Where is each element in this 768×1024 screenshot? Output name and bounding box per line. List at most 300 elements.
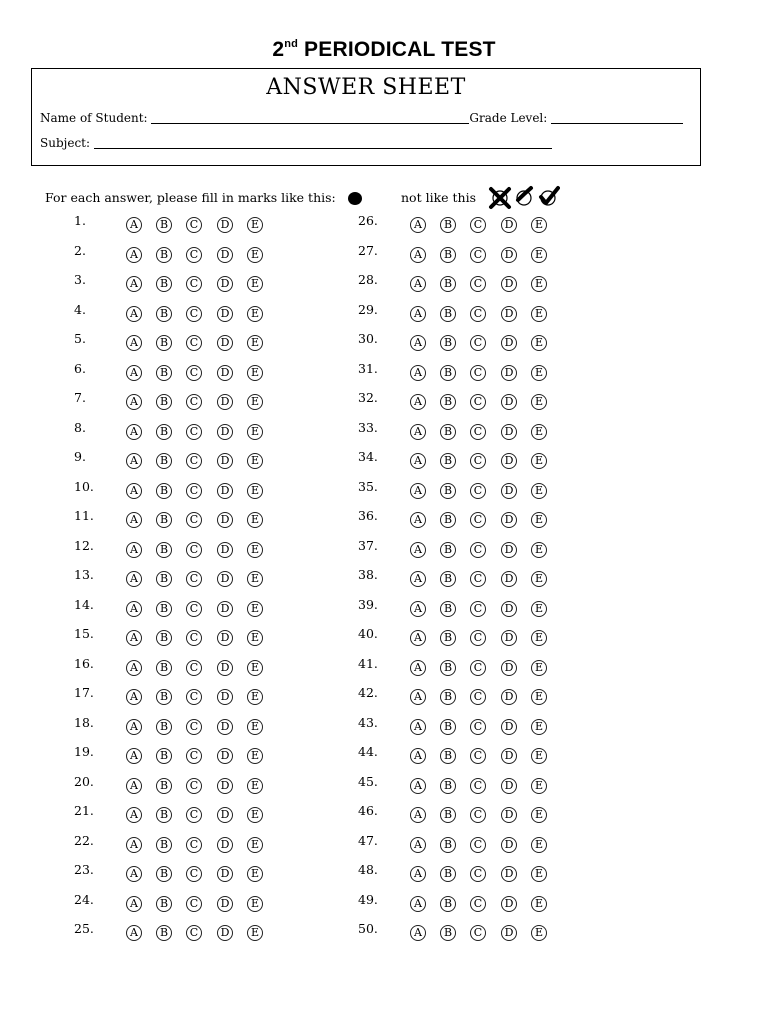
answer-bubble-e[interactable]: E (247, 247, 263, 263)
answer-bubble-d[interactable]: D (501, 601, 517, 617)
answer-bubble-b[interactable]: B (156, 660, 172, 676)
answer-bubble-d[interactable]: D (501, 394, 517, 410)
question-row (74, 213, 364, 235)
question-number: 23. (74, 862, 94, 877)
answer-bubble-e[interactable]: E (247, 807, 263, 823)
answer-bubble-e[interactable]: E (247, 365, 263, 381)
answer-bubble-e[interactable]: E (531, 335, 547, 351)
answer-bubble-e[interactable]: E (247, 660, 263, 676)
answer-bubble-c[interactable]: C (470, 660, 486, 676)
answer-bubble-d[interactable]: D (501, 778, 517, 794)
answer-bubble-e[interactable]: E (247, 601, 263, 617)
answer-bubble-c[interactable]: C (470, 689, 486, 705)
answer-bubble-e[interactable]: E (531, 394, 547, 410)
answer-bubble-c[interactable]: C (470, 394, 486, 410)
answer-bubble-b[interactable]: B (156, 306, 172, 322)
question-row (74, 656, 364, 678)
answer-bubble-a[interactable]: A (126, 748, 142, 764)
answer-bubble-a[interactable]: A (126, 630, 142, 646)
answer-bubble-a[interactable]: A (410, 453, 426, 469)
answer-bubble-a[interactable]: A (410, 217, 426, 233)
answer-bubble-b[interactable]: B (440, 689, 456, 705)
answer-bubble-c[interactable]: C (186, 542, 202, 558)
answer-bubble-d[interactable]: D (217, 925, 233, 941)
answer-bubble-d[interactable]: D (501, 365, 517, 381)
question-number: 38. (358, 567, 378, 582)
answer-bubble-c[interactable]: C (186, 512, 202, 528)
answer-bubble-c[interactable]: C (186, 866, 202, 882)
answer-bubble-a[interactable]: A (126, 365, 142, 381)
answer-bubble-c[interactable]: C (470, 306, 486, 322)
answer-bubble-a[interactable]: A (126, 217, 142, 233)
answer-bubble-a[interactable]: A (126, 306, 142, 322)
answer-bubble-c[interactable]: C (186, 925, 202, 941)
answer-bubble-e[interactable]: E (531, 866, 547, 882)
answer-bubble-e[interactable]: E (531, 778, 547, 794)
answer-bubble-d[interactable]: D (217, 778, 233, 794)
answer-bubble-e[interactable]: E (247, 483, 263, 499)
answer-bubble-e[interactable]: E (531, 542, 547, 558)
answer-bubble-d[interactable]: D (217, 896, 233, 912)
answer-bubble-c[interactable]: C (470, 276, 486, 292)
answer-bubble-c[interactable]: C (470, 424, 486, 440)
answer-bubble-c[interactable]: C (470, 866, 486, 882)
answer-bubble-e[interactable]: E (531, 453, 547, 469)
answer-bubble-a[interactable]: A (126, 247, 142, 263)
answer-bubble-b[interactable]: B (156, 247, 172, 263)
answer-bubble-a[interactable]: A (126, 719, 142, 735)
answer-bubble-c[interactable]: C (186, 306, 202, 322)
answer-bubble-b[interactable]: B (440, 276, 456, 292)
answer-bubble-e[interactable]: E (531, 247, 547, 263)
answer-bubble-c[interactable]: C (470, 571, 486, 587)
question-row (74, 626, 364, 648)
answer-bubble-e[interactable]: E (531, 276, 547, 292)
answer-bubble-b[interactable]: B (156, 424, 172, 440)
answer-bubble-c[interactable]: C (470, 542, 486, 558)
answer-bubble-d[interactable]: D (217, 335, 233, 351)
question-number: 13. (74, 567, 94, 582)
answer-bubble-a[interactable]: A (410, 778, 426, 794)
answer-bubble-d[interactable]: D (217, 247, 233, 263)
answer-bubble-d[interactable]: D (501, 276, 517, 292)
answer-bubble-c[interactable]: C (186, 217, 202, 233)
answer-bubble-d[interactable]: D (217, 748, 233, 764)
answer-bubble-c[interactable]: C (186, 483, 202, 499)
answer-bubble-e[interactable]: E (247, 306, 263, 322)
answer-bubble-b[interactable]: B (156, 689, 172, 705)
answer-bubble-b[interactable]: B (156, 601, 172, 617)
question-number: 11. (74, 508, 94, 523)
answer-bubble-e[interactable]: E (531, 601, 547, 617)
question-number: 47. (358, 832, 378, 848)
answer-bubble-c[interactable]: C (470, 365, 486, 381)
answer-bubble-b[interactable]: B (440, 542, 456, 558)
answer-bubble-b[interactable]: B (440, 306, 456, 322)
answer-bubble-b[interactable]: B (440, 630, 456, 646)
question-number: 9. (74, 449, 86, 464)
answer-bubble-b[interactable]: B (156, 630, 172, 646)
answer-bubble-a[interactable]: A (410, 365, 426, 381)
answer-bubble-d[interactable]: D (501, 896, 517, 912)
answer-bubble-e[interactable]: E (247, 394, 263, 410)
answer-bubble-e[interactable]: E (531, 571, 547, 587)
answer-bubble-e[interactable]: E (531, 306, 547, 322)
answer-bubble-c[interactable]: C (186, 837, 202, 853)
answer-bubble-d[interactable]: D (501, 424, 517, 440)
answer-bubble-b[interactable]: B (156, 571, 172, 587)
question-row (358, 361, 648, 383)
answer-bubble-e[interactable]: E (247, 512, 263, 528)
question-row (74, 921, 364, 943)
answer-bubble-c[interactable]: C (470, 719, 486, 735)
answer-bubble-a[interactable]: A (126, 335, 142, 351)
answer-bubble-c[interactable]: C (186, 394, 202, 410)
answer-bubble-a[interactable]: A (126, 925, 142, 941)
subject-input-line[interactable] (94, 136, 552, 149)
answer-bubble-d[interactable]: D (501, 807, 517, 823)
answer-bubble-a[interactable]: A (410, 512, 426, 528)
answer-bubble-d[interactable]: D (217, 424, 233, 440)
answer-bubble-a[interactable]: A (410, 837, 426, 853)
answer-bubble-b[interactable]: B (440, 896, 456, 912)
answer-bubble-b[interactable]: B (156, 925, 172, 941)
answer-bubble-d[interactable]: D (217, 866, 233, 882)
answer-bubble-b[interactable]: B (156, 217, 172, 233)
question-number: 26. (358, 213, 378, 228)
answer-bubble-b[interactable]: B (156, 748, 172, 764)
answer-bubble-e[interactable]: E (531, 896, 547, 912)
question-number: 44. (358, 744, 378, 759)
answer-bubble-a[interactable]: A (126, 660, 142, 676)
answer-bubble-b[interactable]: B (440, 748, 456, 764)
answer-bubble-c[interactable]: C (470, 453, 486, 469)
answer-bubble-a[interactable]: A (126, 601, 142, 617)
answer-bubble-b[interactable]: B (156, 807, 172, 823)
name-input-line[interactable] (151, 111, 469, 124)
answer-bubble-d[interactable]: D (217, 601, 233, 617)
question-number: 22. (74, 832, 94, 848)
answer-bubble-d[interactable]: D (217, 365, 233, 381)
answer-bubble-a[interactable]: A (410, 394, 426, 410)
answer-bubble-a[interactable]: A (410, 601, 426, 617)
answer-bubble-c[interactable]: C (470, 483, 486, 499)
answer-bubble-b[interactable]: B (440, 601, 456, 617)
answer-bubble-e[interactable]: E (531, 807, 547, 823)
answer-bubble-e[interactable]: E (247, 689, 263, 705)
answer-bubble-c[interactable]: C (186, 365, 202, 381)
answer-bubble-d[interactable]: D (501, 453, 517, 469)
answer-bubble-d[interactable]: D (501, 837, 517, 853)
answer-bubble-a[interactable]: A (410, 748, 426, 764)
question-number: 39. (358, 596, 378, 612)
question-row (74, 892, 364, 914)
answer-bubble-a[interactable]: A (410, 424, 426, 440)
answer-bubble-a[interactable]: A (410, 542, 426, 558)
answer-bubble-c[interactable]: C (186, 453, 202, 469)
answer-bubble-c[interactable]: C (186, 335, 202, 351)
answer-bubble-d[interactable]: D (217, 276, 233, 292)
fill-instruction: For each answer, please fill in marks like this: (45, 190, 336, 205)
answer-bubble-e[interactable]: E (531, 512, 547, 528)
answer-bubble-d[interactable]: D (217, 542, 233, 558)
question-number: 30. (358, 331, 378, 346)
answer-bubble-c[interactable]: C (186, 276, 202, 292)
answer-bubble-d[interactable]: D (501, 630, 517, 646)
answer-bubble-d[interactable]: D (501, 247, 517, 263)
answer-bubble-e[interactable]: E (247, 778, 263, 794)
answer-bubble-e[interactable]: E (531, 689, 547, 705)
question-row (74, 803, 364, 825)
answer-bubble-d[interactable]: D (217, 719, 233, 735)
answer-bubble-a[interactable]: A (126, 453, 142, 469)
answer-bubble-c[interactable]: C (186, 807, 202, 823)
answer-bubble-c[interactable]: C (186, 424, 202, 440)
answer-bubble-a[interactable]: A (410, 866, 426, 882)
answer-bubble-d[interactable]: D (501, 306, 517, 322)
question-number: 33. (358, 419, 378, 435)
answer-bubble-a[interactable]: A (126, 689, 142, 705)
answer-bubble-e[interactable]: E (247, 276, 263, 292)
answer-bubble-b[interactable]: B (156, 866, 172, 882)
answer-bubble-b[interactable]: B (440, 866, 456, 882)
answer-bubble-b[interactable]: B (156, 719, 172, 735)
answer-bubble-e[interactable]: E (531, 748, 547, 764)
answer-bubble-d[interactable]: D (501, 719, 517, 735)
answer-bubble-b[interactable]: B (156, 394, 172, 410)
answer-bubble-e[interactable]: E (531, 630, 547, 646)
answer-bubble-a[interactable]: A (410, 896, 426, 912)
answer-bubble-a[interactable]: A (410, 571, 426, 587)
answer-bubble-b[interactable]: B (440, 512, 456, 528)
answer-bubble-e[interactable]: E (247, 335, 263, 351)
question-number: 37. (358, 537, 378, 553)
question-row (358, 331, 648, 353)
answer-bubble-d[interactable]: D (501, 217, 517, 233)
grade-input-line[interactable] (551, 111, 683, 124)
question-row (358, 508, 648, 530)
answer-bubble-c[interactable]: C (470, 837, 486, 853)
answer-bubble-a[interactable]: A (126, 424, 142, 440)
answer-bubble-b[interactable]: B (156, 542, 172, 558)
answer-bubble-a[interactable]: A (410, 483, 426, 499)
not-like-text: not like this (401, 190, 476, 205)
answer-bubble-e[interactable]: E (247, 217, 263, 233)
answer-bubble-b[interactable]: B (440, 778, 456, 794)
answer-bubble-b[interactable]: B (440, 483, 456, 499)
answer-bubble-c[interactable]: C (470, 247, 486, 263)
answer-bubble-d[interactable]: D (501, 748, 517, 764)
answer-bubble-d[interactable]: D (217, 571, 233, 587)
answer-bubble-e[interactable]: E (247, 925, 263, 941)
answer-bubble-d[interactable]: D (501, 866, 517, 882)
answer-bubble-c[interactable]: C (186, 571, 202, 587)
answer-bubble-d[interactable]: D (501, 335, 517, 351)
answer-bubble-d[interactable]: D (217, 807, 233, 823)
answer-bubble-a[interactable]: A (126, 512, 142, 528)
answer-bubble-e[interactable]: E (531, 660, 547, 676)
wrong-marks-example (488, 184, 560, 210)
answer-bubble-e[interactable]: E (247, 866, 263, 882)
answer-bubble-d[interactable]: D (217, 306, 233, 322)
answer-bubble-a[interactable]: A (410, 925, 426, 941)
answer-bubble-b[interactable]: B (440, 807, 456, 823)
answer-bubble-d[interactable]: D (501, 512, 517, 528)
answer-bubble-c[interactable]: C (470, 512, 486, 528)
answer-bubble-c[interactable]: C (470, 896, 486, 912)
answer-bubble-e[interactable]: E (531, 424, 547, 440)
answer-bubble-b[interactable]: B (156, 483, 172, 499)
answer-bubble-d[interactable]: D (217, 453, 233, 469)
answer-bubble-b[interactable]: B (440, 660, 456, 676)
answer-bubble-e[interactable]: E (531, 837, 547, 853)
answer-bubble-a[interactable]: A (410, 306, 426, 322)
answer-bubble-b[interactable]: B (156, 276, 172, 292)
answer-bubble-b[interactable]: B (440, 365, 456, 381)
question-number: 15. (74, 626, 94, 641)
answer-bubble-e[interactable]: E (531, 719, 547, 735)
answer-bubble-d[interactable]: D (217, 483, 233, 499)
answer-bubble-a[interactable]: A (126, 896, 142, 912)
answer-bubble-b[interactable]: B (156, 453, 172, 469)
answer-bubble-c[interactable]: C (186, 601, 202, 617)
answer-bubble-a[interactable]: A (126, 837, 142, 853)
answer-bubble-c[interactable]: C (186, 896, 202, 912)
answer-bubble-e[interactable]: E (247, 719, 263, 735)
question-number: 17. (74, 685, 94, 700)
answer-bubble-e[interactable]: E (247, 837, 263, 853)
answer-bubble-d[interactable]: D (501, 542, 517, 558)
answer-bubble-e[interactable]: E (531, 365, 547, 381)
answer-bubble-b[interactable]: B (156, 365, 172, 381)
answer-bubble-c[interactable]: C (186, 719, 202, 735)
answer-bubble-d[interactable]: D (501, 571, 517, 587)
answer-bubble-d[interactable]: D (217, 837, 233, 853)
answer-bubble-a[interactable]: A (410, 630, 426, 646)
answer-bubble-b[interactable]: B (156, 896, 172, 912)
question-row (74, 744, 364, 766)
answer-bubble-e[interactable]: E (247, 424, 263, 440)
question-number: 46. (358, 803, 378, 818)
answer-bubble-a[interactable]: A (410, 689, 426, 705)
question-row (74, 302, 364, 324)
answer-bubble-c[interactable]: C (186, 247, 202, 263)
answer-bubble-a[interactable]: A (410, 719, 426, 735)
answer-bubble-b[interactable]: B (156, 512, 172, 528)
answer-bubble-c[interactable]: C (470, 748, 486, 764)
answer-bubble-e[interactable]: E (247, 630, 263, 646)
answer-bubble-c[interactable]: C (186, 748, 202, 764)
question-row (358, 803, 648, 825)
answer-bubble-c[interactable]: C (470, 630, 486, 646)
question-row (74, 538, 364, 560)
answer-bubble-c[interactable]: C (470, 217, 486, 233)
question-number: 35. (358, 478, 378, 494)
answer-bubble-e[interactable]: E (247, 542, 263, 558)
answer-bubble-e[interactable]: E (531, 217, 547, 233)
answer-bubble-d[interactable]: D (217, 630, 233, 646)
answer-bubble-e[interactable]: E (531, 483, 547, 499)
test-title (0, 38, 768, 62)
answer-bubble-c[interactable]: C (470, 778, 486, 794)
question-row (358, 449, 648, 471)
answer-bubble-a[interactable]: A (410, 247, 426, 263)
question-row (74, 774, 364, 796)
answer-bubble-c[interactable]: C (186, 689, 202, 705)
answer-bubble-d[interactable]: D (501, 660, 517, 676)
answer-bubble-b[interactable]: B (440, 719, 456, 735)
answer-bubble-e[interactable]: E (247, 571, 263, 587)
answer-bubble-a[interactable]: A (126, 542, 142, 558)
answer-bubble-b[interactable]: B (440, 925, 456, 941)
answer-bubble-d[interactable]: D (217, 394, 233, 410)
answer-bubble-a[interactable]: A (126, 394, 142, 410)
answer-bubble-c[interactable]: C (470, 601, 486, 617)
question-row (74, 272, 364, 294)
question-number: 45. (358, 773, 378, 789)
subject-field (40, 136, 552, 150)
answer-bubble-b[interactable]: B (440, 837, 456, 853)
answer-bubble-a[interactable]: A (410, 335, 426, 351)
answer-bubble-b[interactable]: B (156, 837, 172, 853)
question-row (358, 626, 648, 648)
answer-bubble-c[interactable]: C (186, 630, 202, 646)
answer-bubble-d[interactable]: D (217, 660, 233, 676)
question-number: 20. (74, 773, 94, 789)
title-ordinal: 2 (272, 38, 285, 61)
answer-bubble-a[interactable]: A (410, 276, 426, 292)
answer-bubble-d[interactable]: D (501, 483, 517, 499)
answer-bubble-c[interactable]: C (186, 778, 202, 794)
answer-bubble-e[interactable]: E (247, 453, 263, 469)
answer-bubble-b[interactable]: B (156, 335, 172, 351)
answer-bubble-b[interactable]: B (440, 424, 456, 440)
question-row (74, 508, 364, 530)
answer-bubble-e[interactable]: E (531, 925, 547, 941)
answer-bubble-b[interactable]: B (156, 778, 172, 794)
answer-bubble-c[interactable]: C (186, 660, 202, 676)
question-row (358, 892, 648, 914)
answer-bubble-a[interactable]: A (126, 276, 142, 292)
answer-bubble-d[interactable]: D (217, 689, 233, 705)
question-number: 2. (74, 242, 86, 258)
question-number: 42. (358, 685, 378, 700)
answer-bubble-e[interactable]: E (247, 896, 263, 912)
answer-bubble-d[interactable]: D (501, 925, 517, 941)
answer-bubble-c[interactable]: C (470, 925, 486, 941)
answer-bubble-a[interactable]: A (126, 866, 142, 882)
answer-bubble-e[interactable]: E (247, 748, 263, 764)
answer-bubble-b[interactable]: B (440, 571, 456, 587)
answer-bubble-c[interactable]: C (470, 807, 486, 823)
answer-bubble-d[interactable]: D (217, 512, 233, 528)
question-row (358, 744, 648, 766)
answer-bubble-a[interactable]: A (410, 660, 426, 676)
answer-bubble-b[interactable]: B (440, 335, 456, 351)
answer-bubble-a[interactable]: A (126, 571, 142, 587)
answer-bubble-b[interactable]: B (440, 217, 456, 233)
answer-bubble-b[interactable]: B (440, 247, 456, 263)
answer-bubble-a[interactable]: A (126, 778, 142, 794)
answer-bubble-a[interactable]: A (126, 483, 142, 499)
answer-bubble-a[interactable]: A (126, 807, 142, 823)
answer-bubble-d[interactable]: D (501, 689, 517, 705)
answer-bubble-a[interactable]: A (410, 807, 426, 823)
answer-bubble-b[interactable]: B (440, 453, 456, 469)
answer-bubble-b[interactable]: B (440, 394, 456, 410)
answer-bubble-c[interactable]: C (470, 335, 486, 351)
answer-bubble-d[interactable]: D (217, 217, 233, 233)
